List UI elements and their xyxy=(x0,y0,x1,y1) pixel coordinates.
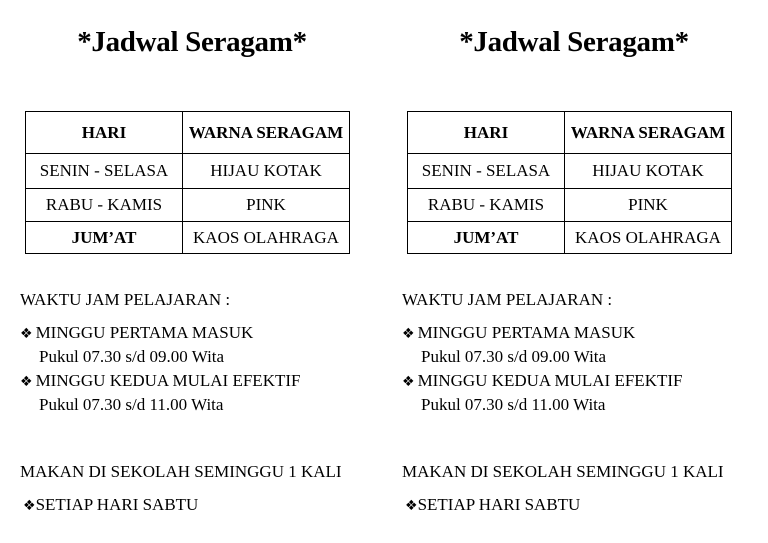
cell-hari: RABU - KAMIS xyxy=(408,189,565,222)
cell-warna: PINK xyxy=(565,189,732,222)
uniform-schedule-table xyxy=(407,111,732,254)
table-row xyxy=(408,154,732,189)
list-item xyxy=(405,495,580,515)
waktu-item-label: MINGGU PERTAMA MASUK xyxy=(35,323,254,342)
cell-hari: SENIN - SELASA xyxy=(408,154,565,189)
list-item xyxy=(20,371,300,391)
list-item xyxy=(20,323,253,343)
waktu-item-label: MINGGU KEDUA MULAI EFEKTIF xyxy=(417,371,683,390)
diamond-bullet-icon: ❖ xyxy=(402,326,415,342)
schedule-panel-right xyxy=(382,0,766,543)
diamond-bullet-icon: ❖ xyxy=(20,374,33,390)
list-item xyxy=(402,323,635,343)
cell-warna: HIJAU KOTAK xyxy=(565,154,732,189)
table-row xyxy=(26,222,350,254)
makan-heading: MAKAN DI SEKOLAH SEMINGGU 1 KALI xyxy=(20,462,342,481)
waktu-heading: WAKTU JAM PELAJARAN : xyxy=(20,290,231,309)
cell-hari: RABU - KAMIS xyxy=(26,189,183,222)
waktu-item-detail: Pukul 07.30 s/d 09.00 Wita xyxy=(421,347,607,366)
table-row xyxy=(408,189,732,222)
table-header-row xyxy=(408,112,732,154)
table-header-row xyxy=(26,112,350,154)
table-row xyxy=(26,154,350,189)
makan-item: SETIAP HARI SABTU xyxy=(417,495,581,514)
page-title: *Jadwal Seragam* xyxy=(77,26,307,58)
cell-warna: PINK xyxy=(183,189,350,222)
header-hari: HARI xyxy=(26,112,183,154)
table-row xyxy=(408,222,732,254)
makan-heading: MAKAN DI SEKOLAH SEMINGGU 1 KALI xyxy=(402,462,724,481)
header-hari: HARI xyxy=(408,112,565,154)
diamond-bullet-icon: ❖ xyxy=(405,498,418,514)
uniform-schedule-table xyxy=(25,111,350,254)
diamond-bullet-icon: ❖ xyxy=(23,498,36,514)
cell-hari: JUM’AT xyxy=(408,222,565,254)
diamond-bullet-icon: ❖ xyxy=(402,374,415,390)
waktu-item-detail: Pukul 07.30 s/d 11.00 Wita xyxy=(421,395,606,414)
table-row xyxy=(26,189,350,222)
list-item xyxy=(402,371,682,391)
cell-warna: KAOS OLAHRAGA xyxy=(183,222,350,254)
cell-warna: HIJAU KOTAK xyxy=(183,154,350,189)
diamond-bullet-icon: ❖ xyxy=(20,326,33,342)
waktu-item-detail: Pukul 07.30 s/d 11.00 Wita xyxy=(39,395,224,414)
waktu-item-label: MINGGU PERTAMA MASUK xyxy=(417,323,636,342)
waktu-item-detail: Pukul 07.30 s/d 09.00 Wita xyxy=(39,347,225,366)
page-title: *Jadwal Seragam* xyxy=(459,26,689,58)
header-warna-seragam: WARNA SERAGAM xyxy=(183,112,350,154)
list-item xyxy=(23,495,198,515)
waktu-heading: WAKTU JAM PELAJARAN : xyxy=(402,290,613,309)
makan-item: SETIAP HARI SABTU xyxy=(35,495,199,514)
cell-warna: KAOS OLAHRAGA xyxy=(565,222,732,254)
waktu-item-label: MINGGU KEDUA MULAI EFEKTIF xyxy=(35,371,301,390)
cell-hari: JUM’AT xyxy=(26,222,183,254)
header-warna-seragam: WARNA SERAGAM xyxy=(565,112,732,154)
cell-hari: SENIN - SELASA xyxy=(26,154,183,189)
